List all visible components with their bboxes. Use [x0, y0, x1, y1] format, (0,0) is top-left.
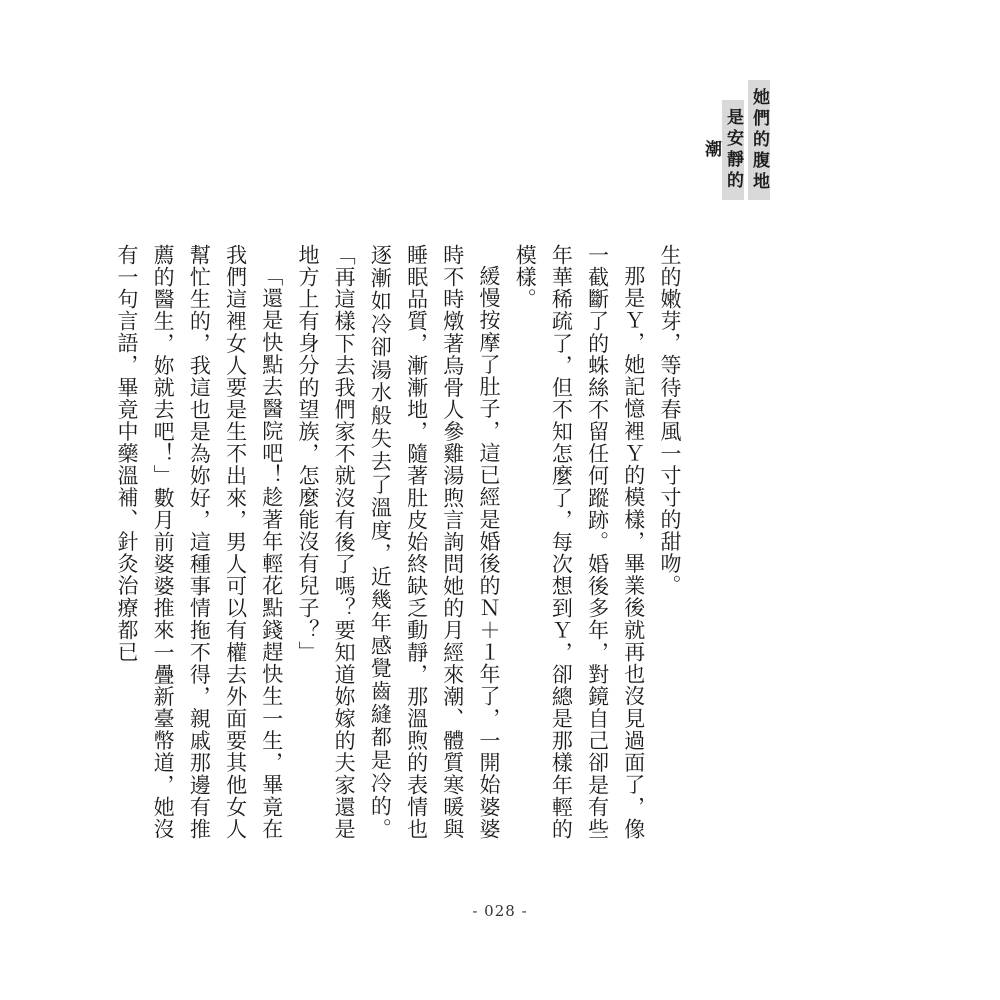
running-header-line-1: 她們的腹地	[748, 80, 770, 200]
paragraph: 緩慢按摩了肚子，這已經是婚後的Ｎ＋１年了，一開始婆婆時不時燉著烏骨人參雞湯煦言詢問她的月經來潮、體質寒暖與睡眠品質，漸漸地，隨著肚皮始終缺乏動靜，那溫煦的表情也逐漸如冷卻湯水般失去了溫度，近幾年感覺齒縫都是冷的。「再這樣下去我們家不就沒有後了嗎？要知道妳嫁的夫家還是地方上有身分的望族，怎麼能沒有兒子？」	[295, 244, 501, 840]
running-header-line-2: 是安靜的潮	[722, 100, 744, 200]
body-text	[109, 244, 688, 840]
paragraph: 生的嫩芽，等待春風一寸寸的甜吻。	[658, 244, 682, 597]
page-number: - 028 -	[472, 902, 528, 920]
paragraph: 「還是快點去醫院吧！趁著年輕花點錢趕快生一生，畢竟在我們這裡女人要是生不出來，男人可以有權去外面要其他女人幫忙生的，我這也是為妳好，這種事情拖不得，親戚那邊有推薦的醫生，妳就去吧！」數月前婆婆推來一疊新臺幣道，她沒有一句言語，畢竟中藥溫補、針灸治療都已	[114, 244, 284, 840]
paragraph: 那是Ｙ，她記憶裡Ｙ的模樣，畢業後就再也沒見過面了，像一截斷了的蛛絲不留任何蹤跡。婚後多年，對鏡自己卻是有些年華稀疏了，但不知怎麼了，每次想到Ｙ，卻總是那樣年輕的模樣。	[513, 244, 646, 840]
running-header	[701, 80, 770, 200]
